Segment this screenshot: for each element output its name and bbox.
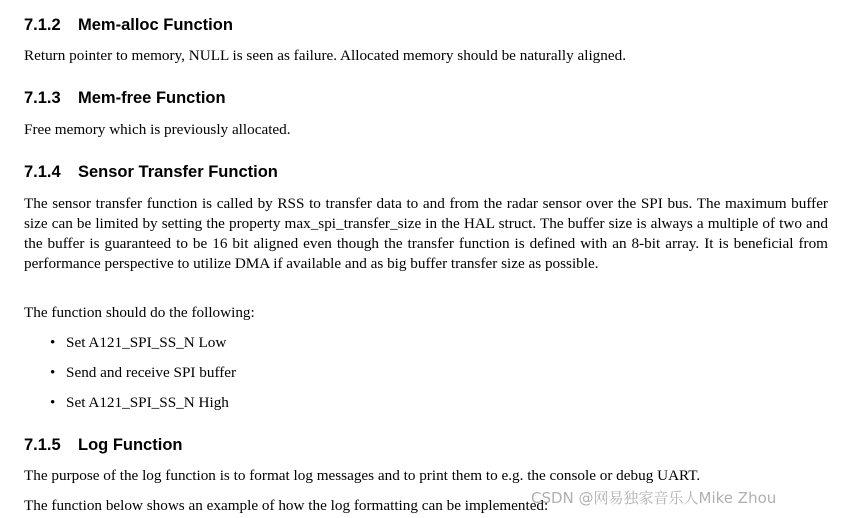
list-item-text: Send and receive SPI buffer (66, 364, 237, 381)
bullet-list (24, 333, 236, 423)
bullet-icon: • (50, 334, 56, 351)
section-title: Mem-free Function (78, 89, 226, 107)
section-number: 7.1.3 (24, 89, 61, 107)
watermark: CSDN @网易独家音乐人Mike Zhou (531, 489, 777, 507)
section-paragraph: The function below shows an example of how the log formatting can be implemented: (24, 497, 549, 514)
section-number: 7.1.2 (24, 16, 61, 34)
section-paragraph: Free memory which is previously allocated. (24, 121, 291, 138)
section-paragraph: The purpose of the log function is to format log messages and to print them to e.g. the console or debug UART. (24, 467, 701, 484)
list-item (24, 333, 236, 363)
section-number: 7.1.5 (24, 436, 61, 454)
list-item-text: Set A121_SPI_SS_N High (66, 394, 229, 411)
bullet-icon: • (50, 394, 56, 411)
section-heading-sensor-transfer (24, 162, 278, 182)
section-title: Mem-alloc Function (78, 16, 233, 34)
section-paragraph: Return pointer to memory, NULL is seen as failure. Allocated memory should be naturally aligned. (24, 47, 626, 64)
section-title: Log Function (78, 436, 183, 454)
section-heading-mem-free (24, 88, 226, 108)
list-item (24, 393, 236, 423)
section-number: 7.1.4 (24, 163, 61, 181)
section-title: Sensor Transfer Function (78, 163, 278, 181)
list-item-text: Set A121_SPI_SS_N Low (66, 334, 227, 351)
section-paragraph: The function should do the following: (24, 304, 255, 321)
bullet-icon: • (50, 364, 56, 381)
section-heading-log (24, 435, 182, 455)
list-item (24, 363, 236, 393)
section-heading-mem-alloc (24, 15, 233, 35)
section-paragraph: The sensor transfer function is called by RSS to transfer data to and from the radar sensor over the SPI bus. The maximum buffer size can be limited by setting the property max_spi_transfer_size in the HAL struct. The buffer size is always a multiple of two and the buffer is guaranteed to be 16 bit aligned even though the transfer function is defined with an 8-bit array. It is beneficial from performance perspective to utilize DMA if available and as big buffer transfer size as possible. (24, 195, 828, 272)
